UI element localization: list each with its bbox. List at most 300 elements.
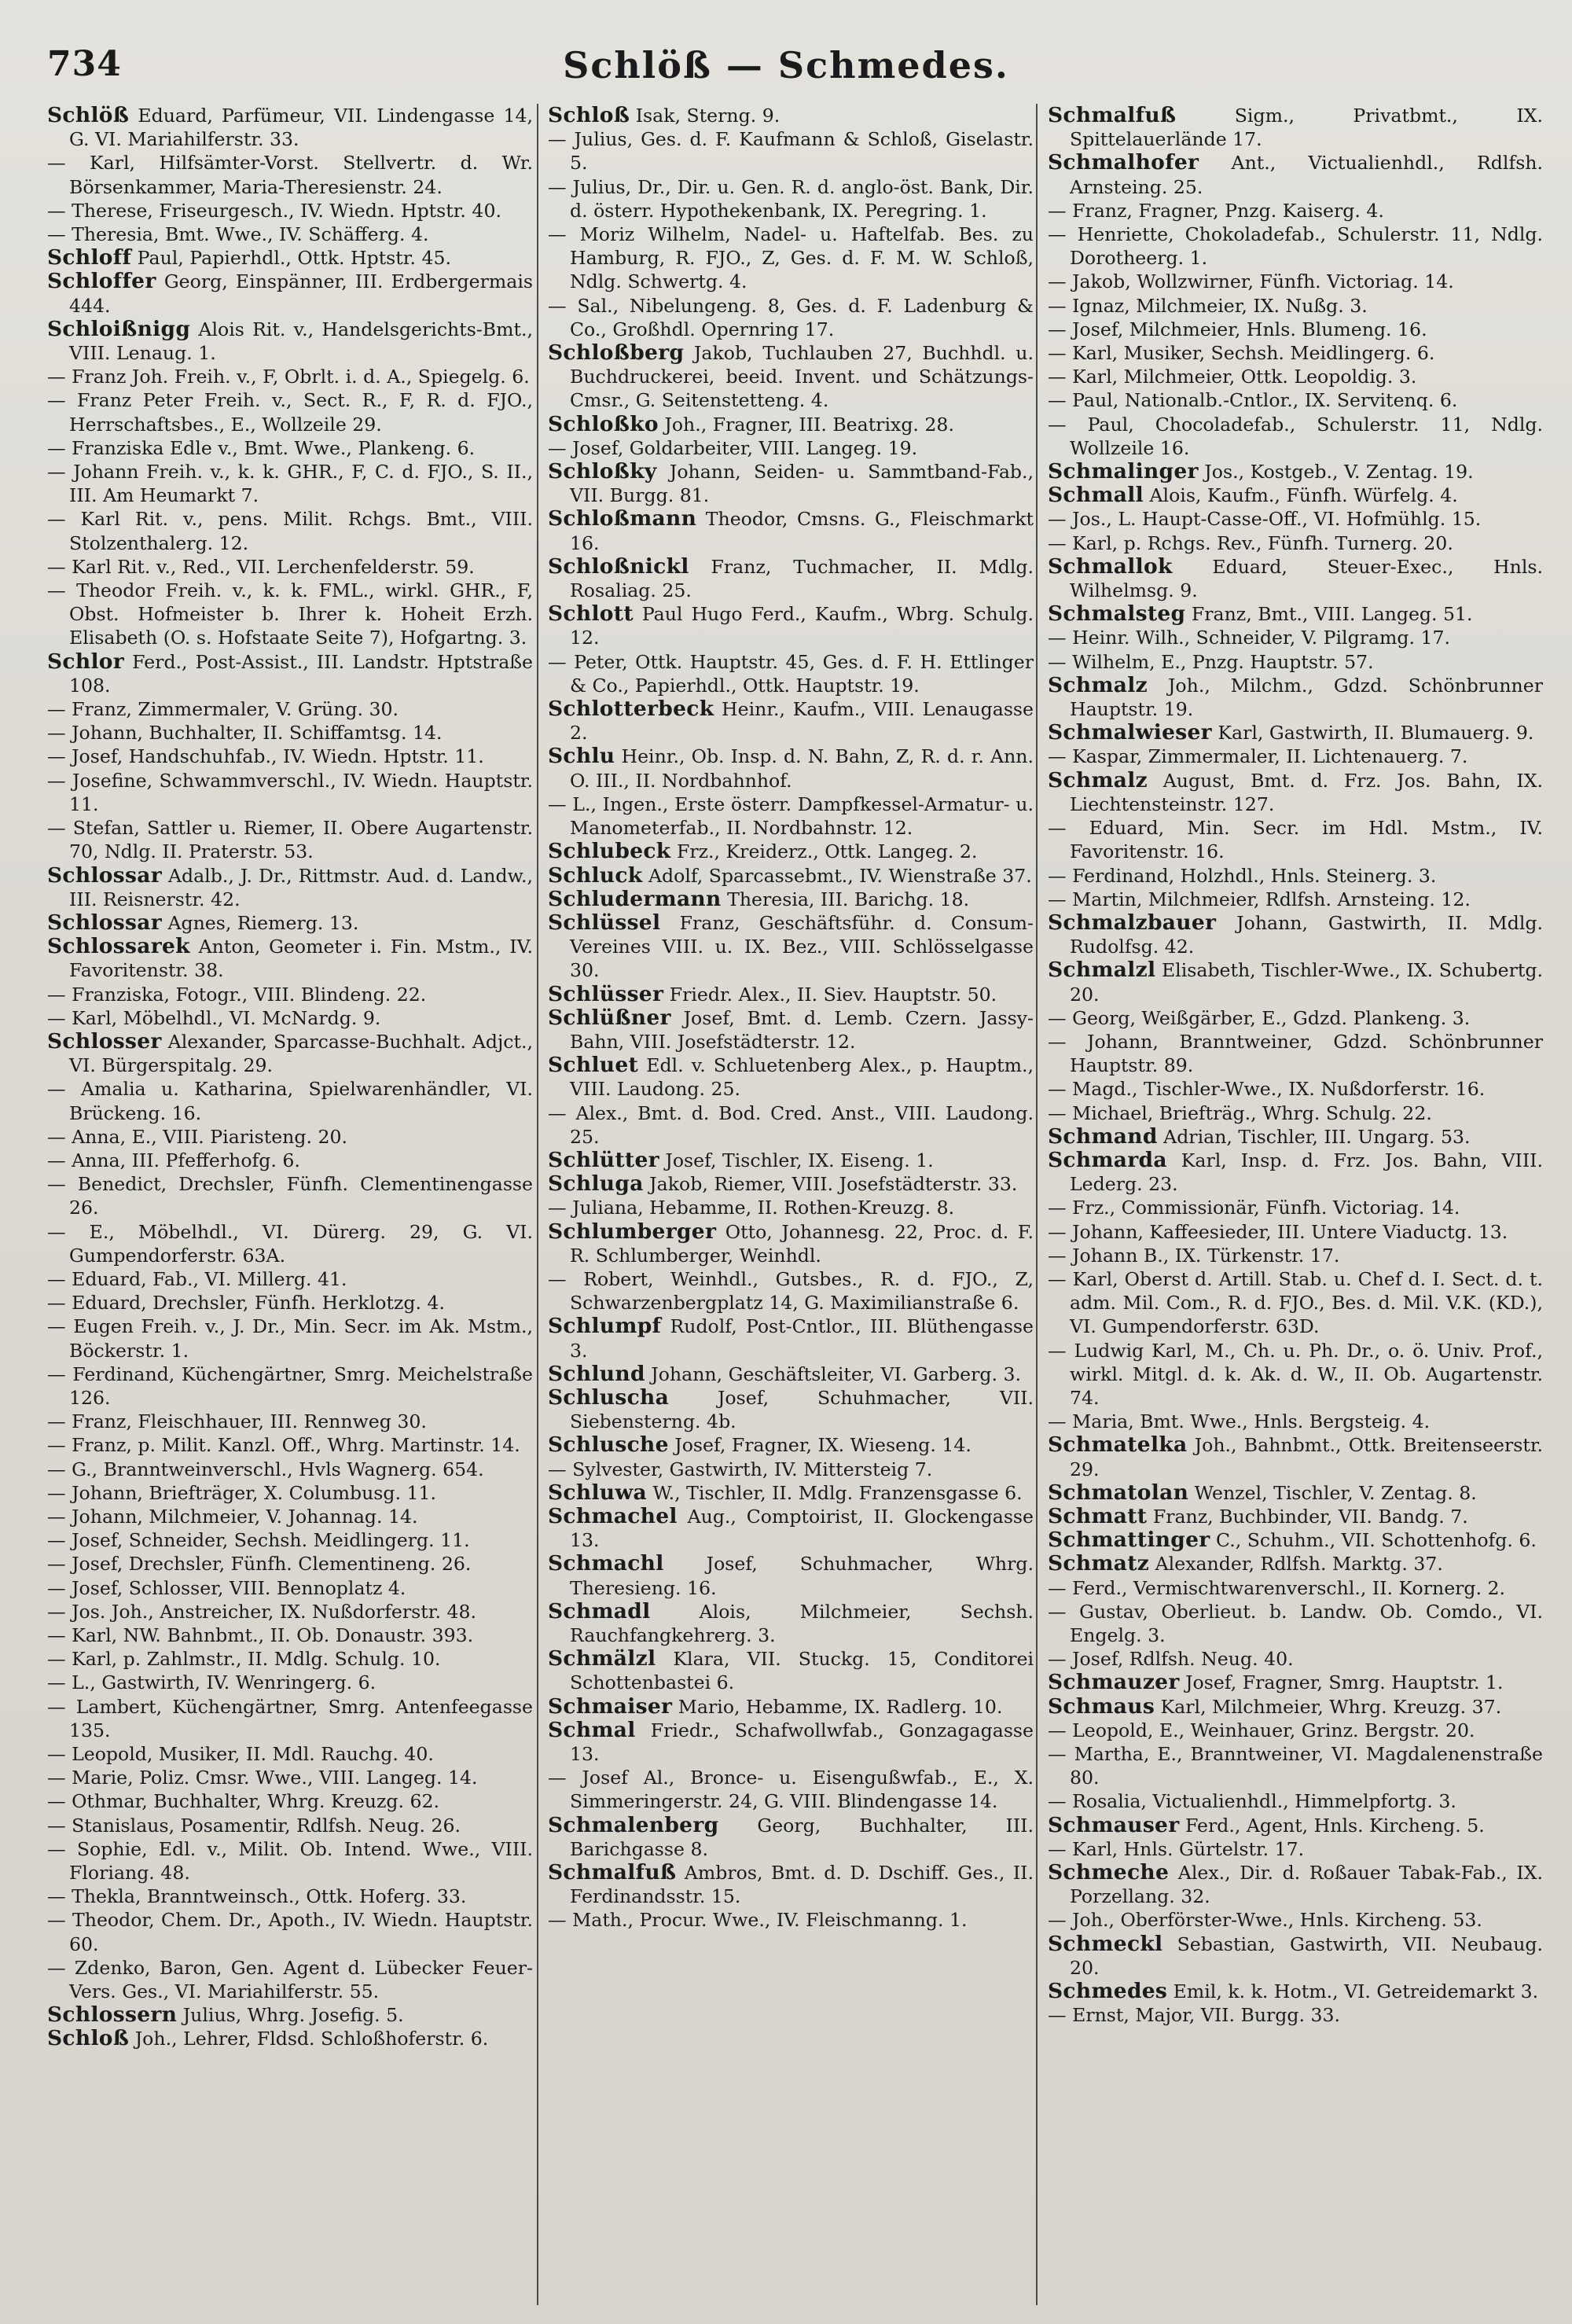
- entry-details: Adalb., J. Dr., Rittmstr. Aud. d. Landw., III. Reisnerstr. 42.: [69, 864, 533, 910]
- directory-subentry: [47, 1789, 533, 1813]
- entry-surname: Schluwa: [548, 1480, 647, 1505]
- entry-details: — Rosalia, Victualienhdl., Himmelpfortg. 3.: [1048, 1790, 1456, 1813]
- entry-surname: Schlusche: [548, 1432, 669, 1458]
- entry-surname: Schmachl: [548, 1551, 664, 1576]
- entry-surname: Schlossar: [47, 910, 162, 935]
- entry-surname: Schloißnigg: [47, 316, 191, 341]
- entry-surname: Schmaus: [1048, 1693, 1155, 1719]
- entry-details: — Johann, Milchmeier, V. Johannag. 14.: [47, 1505, 418, 1528]
- directory-entry: [548, 1149, 1034, 1172]
- directory-subentry: [1048, 1196, 1543, 1219]
- entry-surname: Schmeckl: [1048, 1931, 1163, 1956]
- entry-details: — Franz, p. Milit. Kanzl. Off., Whrg. Martinstr. 14.: [47, 1434, 520, 1457]
- directory-entry: [1048, 1980, 1543, 2003]
- entry-surname: Schmall: [1048, 483, 1144, 508]
- directory-entry: [1048, 769, 1543, 816]
- entry-details: Paul Hugo Ferd., Kaufm., Wbrg. Schulg. 12.: [570, 603, 1034, 649]
- directory-subentry: [47, 1410, 533, 1433]
- entry-details: — Jos., L. Haupt-Casse-Off., VI. Hofmühlg. 15.: [1048, 508, 1482, 531]
- directory-entry: [548, 864, 1034, 888]
- directory-subentry: [1048, 626, 1543, 649]
- directory-entry: [548, 602, 1034, 649]
- entry-details: Georg, Einspänner, III. Erdbergermais 444.: [69, 270, 533, 317]
- entry-surname: Schlossarek: [47, 934, 190, 959]
- entry-surname: Schmachel: [548, 1503, 678, 1528]
- directory-subentry: [548, 222, 1034, 294]
- directory-subentry: [47, 721, 533, 745]
- entry-details: — Johann, Buchhalter, II. Schiffamtsg. 14.: [47, 722, 443, 745]
- directory-subentry: [47, 1576, 533, 1600]
- entry-details: Paul, Papierhdl., Ottk. Hptstr. 45.: [131, 247, 451, 270]
- directory-entry: [1048, 958, 1543, 1006]
- entry-details: — Karl, Milchmeier, Ottk. Leopoldig. 3.: [1048, 366, 1417, 388]
- entry-details: Sebastian, Gastwirth, VII. Neubaug. 20.: [1070, 1932, 1543, 1979]
- directory-entry: [1048, 1125, 1543, 1149]
- entry-details: Georg, Buchhalter, III. Barichgasse 8.: [570, 1814, 1034, 1860]
- entry-details: Ant., Victualienhdl., Rdlfsh. Arnsteing. 25.: [1070, 152, 1543, 198]
- entry-details: — Johann, Branntweiner, Gdzd. Schönbrunner Hauptstr. 89.: [1048, 1030, 1543, 1077]
- entry-details: — Paul, Chocoladefab., Schulerstr. 11, Ndlg. Wollzeile 16.: [1048, 413, 1543, 459]
- entry-details: — Johann, Kaffeesieder, III. Untere Viaductg. 13.: [1048, 1220, 1508, 1243]
- column-3: [1048, 104, 1543, 2027]
- entry-details: — Karl, Möbelhdl., VI. McNardg. 9.: [47, 1006, 381, 1029]
- entry-details: — Martha, E., Branntweiner, VI. Magdalenenstraße 80.: [1048, 1743, 1543, 1789]
- entry-details: — Juliana, Hebamme, II. Rothen-Kreuzg. 8.: [548, 1197, 955, 1219]
- entry-surname: Schluet: [548, 1053, 639, 1078]
- entry-details: Theresia, III. Barichg. 18.: [721, 888, 970, 910]
- entry-surname: Schmalhofer: [1048, 150, 1199, 175]
- directory-subentry: [47, 460, 533, 507]
- directory-entry: [1048, 1695, 1543, 1719]
- directory-entry: [47, 318, 533, 365]
- entry-details: — Johann B., IX. Türkenstr. 17.: [1048, 1244, 1340, 1267]
- entry-details: Josef, Schuhmacher, Whrg. Theresieng. 16.: [570, 1553, 1034, 1599]
- directory-entry: [548, 104, 1034, 127]
- entry-details: Alex., Dir. d. Roßauer Tabak-Fab., IX. Porzellang. 32.: [1070, 1862, 1543, 1908]
- column-rule: [537, 104, 538, 2305]
- entry-details: — Theodor Freih. v., k. k. FML., wirkl. GHR., F, Obst. Hofmeister b. Ihrer k. Hoheit Erzh. Elisabeth (O. s. Hofstaate Seite 7), Hofgartng. 3.: [47, 579, 533, 649]
- directory-entry: [1048, 1481, 1543, 1505]
- directory-subentry: [47, 1505, 533, 1528]
- entry-details: — Eduard, Drechsler, Fünfh. Herklotzg. 4.: [47, 1292, 446, 1315]
- entry-details: August, Bmt. d. Frz. Jos. Bahn, IX. Liechtensteinstr. 127.: [1070, 769, 1543, 815]
- directory-subentry: [47, 436, 533, 460]
- entry-surname: Schloß: [47, 2026, 130, 2051]
- entry-details: — Gustav, Oberlieut. b. Landw. Ob. Comdo., VI. Engelg. 3.: [1048, 1600, 1543, 1646]
- directory-subentry: [47, 697, 533, 721]
- entry-surname: Schlubeck: [548, 839, 671, 864]
- directory-subentry: [1048, 1410, 1543, 1433]
- entry-details: Wenzel, Tischler, V. Zentag. 8.: [1188, 1481, 1477, 1504]
- entry-details: — E., Möbelhdl., VI. Dürerg. 29, G. VI. Gumpendorferstr. 63A.: [47, 1220, 533, 1267]
- directory-subentry: [1048, 1101, 1543, 1125]
- directory-subentry: [1048, 388, 1543, 412]
- entry-details: Karl, Gastwirth, II. Blumauerg. 9.: [1211, 722, 1534, 745]
- directory-subentry: [1048, 199, 1543, 222]
- directory-subentry: [47, 1315, 533, 1362]
- entry-details: — Franziska, Fotogr., VIII. Blindeng. 22.: [47, 983, 427, 1006]
- entry-surname: Schmalfuß: [1048, 103, 1177, 127]
- entry-surname: Schlott: [548, 601, 634, 627]
- directory-subentry: [1048, 1267, 1543, 1339]
- directory-subentry: [1048, 650, 1543, 674]
- directory-entry: [47, 1030, 533, 1077]
- entry-details: Anton, Geometer i. Fin. Mstm., IV. Favoritenstr. 38.: [69, 936, 533, 982]
- directory-entry: [1048, 721, 1543, 745]
- entry-surname: Schmälzl: [548, 1646, 656, 1671]
- entry-details: Heinr., Ob. Insp. d. N. Bahn, Z, R. d. r. Ann. O. III., II. Nordbahnhof.: [570, 745, 1034, 792]
- entry-surname: Schlumberger: [548, 1219, 717, 1244]
- directory-subentry: [548, 1101, 1034, 1149]
- entry-details: — Leopold, E., Weinhauer, Grinz. Bergstr. 20.: [1048, 1719, 1475, 1741]
- entry-surname: Schmatolan: [1048, 1480, 1189, 1505]
- entry-details: — Franz Joh. Freih. v., F, Obrlt. i. d. A., Spiegelg. 6.: [47, 366, 530, 388]
- entry-details: Ambros, Bmt. d. D. Dschiff. Ges., II. Ferdinandsstr. 15.: [570, 1862, 1034, 1908]
- entry-details: Friedr., Schafwollwfab., Gonzagagasse 13.: [570, 1719, 1034, 1766]
- directory-entry: [1048, 484, 1543, 507]
- entry-surname: Schmadl: [548, 1598, 651, 1623]
- entry-details: C., Schuhm., VII. Schottenhofg. 6.: [1210, 1529, 1537, 1552]
- directory-entry: [548, 983, 1034, 1006]
- entry-details: Karl, Milchmeier, Whrg. Kreuzg. 37.: [1155, 1695, 1502, 1718]
- entry-details: — Anna, E., VIII. Piaristeng. 20.: [47, 1125, 347, 1148]
- directory-entry: [47, 911, 533, 935]
- entry-details: Aug., Comptoirist, II. Glockengasse 13.: [570, 1505, 1034, 1552]
- entry-details: — Johann Freih. v., k. k. GHR., F, C. d. FJO., S. II., III. Am Heumarkt 7.: [47, 461, 533, 507]
- entry-details: — Josef, Drechsler, Fünfh. Clementineng. 26.: [47, 1553, 472, 1576]
- directory-subentry: [47, 1125, 533, 1149]
- entry-surname: Schlossern: [47, 2002, 178, 2028]
- entry-details: Franz, Geschäftsführ. d. Consum-Vereines VIII. u. IX. Bez., VIII. Schlösselgasse 30.: [570, 911, 1034, 982]
- directory-subentry: [1048, 1220, 1543, 1244]
- entry-details: — Josef, Handschuhfab., IV. Wiedn. Hptstr. 11.: [47, 745, 484, 768]
- directory-entry: [1048, 1528, 1543, 1552]
- entry-details: Eduard, Parfümeur, VII. Lindengasse 14, G. VI. Mariahilferstr. 33.: [69, 105, 533, 151]
- entry-details: Josef, Fragner, Smrg. Hauptstr. 1.: [1179, 1671, 1504, 1694]
- entry-details: — Marie, Poliz. Cmsr. Wwe., VIII. Langeg. 14.: [47, 1767, 478, 1789]
- entry-details: — Paul, Nationalb.-Cntlor., IX. Servitenq. 6.: [1048, 389, 1458, 412]
- directory-subentry: [47, 1695, 533, 1742]
- entry-details: — Karl, Hilfsämter-Vorst. Stellvertr. d. Wr. Börsenkammer, Maria-Theresienstr. 24.: [47, 152, 533, 198]
- page-number: 734: [47, 44, 122, 84]
- entry-details: — Peter, Ottk. Hauptstr. 45, Ges. d. F. H. Ettlinger & Co., Papierhdl., Ottk. Hauptstr. 19.: [548, 650, 1034, 697]
- entry-details: — Julius, Ges. d. F. Kaufmann & Schloß, Giselastr. 5.: [548, 128, 1034, 175]
- entry-surname: Schmatelka: [1048, 1432, 1188, 1458]
- entry-details: — Michael, Briefträg., Whrg. Schulg. 22.: [1048, 1101, 1432, 1124]
- directory-subentry: [47, 1885, 533, 1908]
- entry-details: Franz, Tuchmacher, II. Mdlg. Rosaliag. 25.: [570, 555, 1034, 602]
- directory-subentry: [47, 1647, 533, 1671]
- entry-details: — Josef, Schlosser, VIII. Bennoplatz 4.: [47, 1576, 406, 1599]
- entry-details: — Josefine, Schwammverschl., IV. Wiedn. Hauptstr. 11.: [47, 769, 533, 815]
- entry-details: Jakob, Riemer, VIII. Josefstädterstr. 33.: [643, 1173, 1018, 1196]
- directory-subentry: [1048, 1077, 1543, 1101]
- directory-entry: [548, 1006, 1034, 1054]
- directory-entry: [548, 460, 1034, 507]
- entry-details: Josef, Fragner, IX. Wieseng. 14.: [668, 1434, 971, 1457]
- entry-details: — Karl Rit. v., pens. Milit. Rchgs. Bmt., VIII. Stolzenthalerg. 12.: [47, 508, 533, 554]
- entry-details: — L., Ingen., Erste österr. Dampfkessel-Armatur- u. Manometerfab., II. Nordbahnstr. 12.: [548, 792, 1034, 840]
- directory-subentry: [548, 175, 1034, 222]
- entry-details: — G., Branntweinverschl., Hvls Wagnerg. 654.: [47, 1458, 484, 1480]
- directory-entry: [548, 1362, 1034, 1386]
- directory-entry: [548, 1433, 1034, 1457]
- directory-entry: [548, 341, 1034, 413]
- entry-details: Joh., Lehrer, Fldsd. Schloßhoferstr. 6.: [129, 2028, 489, 2050]
- entry-surname: Schloßberg: [548, 340, 685, 366]
- entry-details: Franz, Bmt., VIII. Langeg. 51.: [1185, 603, 1473, 626]
- directory-entry: [47, 935, 533, 982]
- directory-entry: [548, 1695, 1034, 1719]
- directory-entry: [548, 1054, 1034, 1101]
- entry-details: — Alex., Bmt. d. Bod. Cred. Anst., VIII. Laudong. 25.: [548, 1101, 1034, 1148]
- entry-details: — Ferd., Vermischtwarenverschl., II. Kornerg. 2.: [1048, 1576, 1506, 1599]
- directory-subentry: [1048, 1244, 1543, 1267]
- entry-details: — Zdenko, Baron, Gen. Agent d. Lübecker Feuer-Vers. Ges., VI. Mariahilferstr. 55.: [47, 1956, 533, 2003]
- entry-details: W., Tischler, II. Mdlg. Franzensgasse 6.: [646, 1481, 1023, 1504]
- entry-surname: Schluscha: [548, 1384, 670, 1410]
- entry-surname: Schlöß: [47, 103, 130, 127]
- directory-subentry: [1048, 1742, 1543, 1789]
- directory-subentry: [47, 507, 533, 554]
- entry-details: Julius, Whrg. Josefig. 5.: [177, 2004, 404, 2027]
- entry-surname: Schmalzl: [1048, 958, 1156, 983]
- directory-entry: [548, 745, 1034, 792]
- entry-details: — Franz Peter Freih. v., Sect. R., F, R. d. FJO., Herrschaftsbes., E., Wollzeile 29.: [47, 389, 533, 436]
- entry-details: Eduard, Steuer-Exec., Hnls. Wilhelmsg. 9.: [1070, 555, 1543, 602]
- running-head: Schlöß — Schmedes.: [563, 44, 1009, 86]
- entry-details: — Joh., Oberförster-Wwe., Hnls. Kircheng. 53.: [1048, 1909, 1482, 1932]
- entry-details: — Othmar, Buchhalter, Whrg. Kreuzg. 62.: [47, 1790, 440, 1813]
- column-2: [548, 104, 1034, 1932]
- directory-entry: [1048, 602, 1543, 626]
- entry-details: Adrian, Tischler, III. Ungarg. 53.: [1157, 1125, 1471, 1148]
- entry-details: — Josef, Rdlfsh. Neug. 40.: [1048, 1648, 1294, 1671]
- entry-surname: Schmallok: [1048, 553, 1173, 579]
- entry-details: — Josef Al., Bronce- u. Eisengußwfab., E., X. Simmeringerstr. 24, G. VIII. Blindengasse 14.: [548, 1767, 1034, 1813]
- entry-details: — Wilhelm, E., Pnzg. Hauptstr. 57.: [1048, 650, 1374, 673]
- directory-subentry: [1048, 864, 1543, 888]
- directory-entry: [548, 507, 1034, 554]
- directory-subentry: [1048, 270, 1543, 293]
- directory-entry: [548, 1172, 1034, 1196]
- entry-details: Friedr. Alex., II. Siev. Hauptstr. 50.: [663, 983, 997, 1006]
- directory-entry: [548, 1814, 1034, 1861]
- entry-details: — Julius, Dr., Dir. u. Gen. R. d. anglo-öst. Bank, Dir. d. österr. Hypothekenbank, IX. Peregring. 1.: [548, 175, 1034, 222]
- entry-surname: Schmauzer: [1048, 1670, 1180, 1695]
- column-rule: [1036, 104, 1038, 2305]
- entry-surname: Schlund: [548, 1361, 645, 1386]
- directory-subentry: [47, 1552, 533, 1576]
- directory-subentry: [1048, 1789, 1543, 1813]
- entry-details: Josef, Schuhmacher, VII. Siebensterng. 4b.: [570, 1386, 1034, 1433]
- directory-subentry: [1048, 1576, 1543, 1600]
- directory-subentry: [47, 1956, 533, 2003]
- directory-subentry: [1048, 745, 1543, 768]
- directory-subentry: [47, 222, 533, 246]
- entry-details: Josef, Bmt. d. Lemb. Czern. Jassy-Bahn, VIII. Josefstädterstr. 12.: [570, 1006, 1034, 1053]
- directory-subentry: [47, 365, 533, 388]
- directory-subentry: [1048, 1030, 1543, 1077]
- entry-surname: Schlüßner: [548, 1005, 671, 1030]
- directory-entry: [47, 864, 533, 911]
- directory-subentry: [1048, 318, 1543, 341]
- entry-details: — Franziska Edle v., Bmt. Wwe., Plankeng. 6.: [47, 436, 476, 459]
- directory-subentry: [47, 388, 533, 436]
- entry-details: Johann, Seiden- u. Sammtband-Fab., VII. Burgg. 81.: [570, 461, 1034, 507]
- entry-details: — Ferdinand, Holzhdl., Hnls. Steinerg. 3.: [1048, 864, 1437, 887]
- directory-subentry: [1048, 507, 1543, 531]
- entry-surname: Schloßky: [548, 459, 657, 484]
- directory-subentry: [1048, 341, 1543, 365]
- directory-subentry: [47, 1908, 533, 1955]
- entry-details: Alois, Milchmeier, Sechsh. Rauchfangkehrerg. 3.: [570, 1600, 1034, 1646]
- entry-details: Frz., Kreiderz., Ottk. Langeg. 2.: [670, 840, 978, 863]
- entry-details: — Karl, p. Rchgs. Rev., Fünfh. Turnerg. 20.: [1048, 531, 1453, 554]
- entry-details: Joh., Milchm., Gdzd. Schönbrunner Hauptstr. 19.: [1070, 674, 1543, 721]
- entry-details: Elisabeth, Tischler-Wwe., IX. Schubertg. 20.: [1070, 959, 1543, 1006]
- entry-details: — Lambert, Küchengärtner, Smrg. Antenfeegasse 135.: [47, 1695, 533, 1741]
- directory-subentry: [548, 1766, 1034, 1813]
- directory-entry: [1048, 1861, 1543, 1908]
- directory-subentry: [47, 1458, 533, 1481]
- entry-surname: Schmalsteg: [1048, 601, 1186, 627]
- entry-details: — Jakob, Wollzwirner, Fünfh. Victoriag. 14.: [1048, 270, 1454, 293]
- directory-subentry: [1048, 531, 1543, 555]
- directory-entry: [1048, 1433, 1543, 1480]
- directory-entry: [548, 911, 1034, 983]
- directory-entry: [1048, 1505, 1543, 1528]
- entry-details: — Georg, Weißgärber, E., Gdzd. Plankeng. 3.: [1048, 1006, 1471, 1029]
- entry-details: — Karl, Hnls. Gürtelstr. 17.: [1048, 1837, 1305, 1860]
- directory-subentry: [1048, 413, 1543, 460]
- directory-subentry: [47, 1528, 533, 1552]
- entry-details: Johann, Gastwirth, II. Mdlg. Rudolfsg. 42.: [1070, 911, 1543, 958]
- directory-subentry: [1048, 1006, 1543, 1030]
- entry-details: — Karl Rit. v., Red., VII. Lerchenfelderstr. 59.: [47, 555, 475, 578]
- entry-details: — Karl, p. Zahlmstr., II. Mdlg. Schulg. 10.: [47, 1648, 441, 1671]
- directory-subentry: [47, 1077, 533, 1124]
- directory-subentry: [1048, 365, 1543, 388]
- entry-details: Edl. v. Schluetenberg Alex., p. Hauptm., VIII. Laudong. 25.: [570, 1054, 1034, 1101]
- directory-subentry: [47, 1600, 533, 1623]
- directory-entry: [1048, 911, 1543, 958]
- entry-details: Jos., Kostgeb., V. Zentag. 19.: [1198, 461, 1474, 484]
- entry-details: — Math., Procur. Wwe., IV. Fleischmanng. 1.: [548, 1909, 968, 1932]
- entry-details: — Franz, Fragner, Pnzg. Kaiserg. 4.: [1048, 199, 1384, 222]
- entry-surname: Schmeche: [1048, 1860, 1170, 1885]
- entry-details: — Stefan, Sattler u. Riemer, II. Obere Augartenstr. 70, Ndlg. II. Praterstr. 53.: [47, 817, 533, 863]
- directory-subentry: [47, 1742, 533, 1766]
- entry-details: — Josef, Schneider, Sechsh. Meidlingerg. 11.: [47, 1529, 470, 1552]
- directory-entry: [548, 1647, 1034, 1694]
- entry-details: Alois Rit. v., Handelsgerichts-Bmt., VIII. Lenaug. 1.: [69, 318, 533, 365]
- directory-subentry: [47, 151, 533, 198]
- entry-details: — Karl, Musiker, Sechsh. Meidlingerg. 6.: [1048, 342, 1435, 365]
- entry-surname: Schmaiser: [548, 1693, 673, 1719]
- directory-entry: [548, 413, 1034, 436]
- directory-subentry: [47, 983, 533, 1006]
- directory-subentry: [47, 555, 533, 579]
- entry-surname: Schmatz: [1048, 1551, 1150, 1576]
- directory-entry: [548, 1315, 1034, 1362]
- directory-entry: [548, 1719, 1034, 1766]
- directory-entry: [548, 1861, 1034, 1908]
- directory-entry: [1048, 1671, 1543, 1694]
- directory-subentry: [47, 1172, 533, 1219]
- directory-subentry: [47, 199, 533, 222]
- entry-details: Isak, Sterng. 9.: [630, 105, 780, 127]
- directory-subentry: [1048, 1837, 1543, 1861]
- entry-surname: Schloffer: [47, 269, 156, 294]
- entry-details: Alois, Kaufm., Fünfh. Würfelg. 4.: [1143, 484, 1458, 507]
- entry-surname: Schmal: [548, 1717, 636, 1742]
- entry-surname: Schlossar: [47, 862, 162, 888]
- entry-surname: Schluga: [548, 1171, 644, 1197]
- directory-subentry: [47, 1006, 533, 1030]
- directory-entry: [548, 1600, 1034, 1647]
- directory-subentry: [548, 1267, 1034, 1315]
- directory-subentry: [548, 1196, 1034, 1219]
- entry-details: — Sylvester, Gastwirth, IV. Mittersteig 7.: [548, 1458, 933, 1480]
- entry-details: — L., Gastwirth, IV. Wenringerg. 6.: [47, 1671, 376, 1694]
- entry-details: — Maria, Bmt. Wwe., Hnls. Bergsteig. 4.: [1048, 1410, 1431, 1433]
- entry-surname: Schmalinger: [1048, 459, 1199, 484]
- directory-subentry: [1048, 888, 1543, 911]
- directory-subentry: [47, 1433, 533, 1457]
- directory-subentry: [548, 294, 1034, 341]
- directory-subentry: [548, 1458, 1034, 1481]
- directory-subentry: [47, 1149, 533, 1172]
- directory-entry: [47, 104, 533, 151]
- directory-subentry: [47, 1814, 533, 1837]
- directory-subentry: [548, 650, 1034, 697]
- entry-details: Otto, Johannesg. 22, Proc. d. F. R. Schlumberger, Weinhdl.: [570, 1220, 1034, 1267]
- directory-subentry: [1048, 2003, 1543, 2027]
- entry-details: Johann, Geschäftsleiter, VI. Garberg. 3.: [645, 1362, 1022, 1385]
- directory-subentry: [47, 1267, 533, 1291]
- directory-entry: [548, 1505, 1034, 1552]
- entry-details: — Theodor, Chem. Dr., Apoth., IV. Wiedn. Hauptstr. 60.: [47, 1909, 533, 1955]
- entry-details: — Josef, Milchmeier, Hnls. Blumeng. 16.: [1048, 318, 1427, 340]
- entry-details: — Moriz Wilhelm, Nadel- u. Haftelfab. Bes. zu Hamburg, R. FJO., Z, Ges. d. F. M. W. Schloß, Ndlg. Schwertg. 4.: [548, 223, 1034, 293]
- entry-details: Emil, k. k. Hotm., VI. Getreidemarkt 3.: [1167, 1980, 1539, 2003]
- entry-details: Agnes, Riemerg. 13.: [161, 911, 359, 934]
- entry-surname: Schmalfuß: [548, 1860, 677, 1885]
- directory-subentry: [47, 1837, 533, 1885]
- directory-subentry: [1048, 816, 1543, 863]
- directory-subentry: [548, 436, 1034, 460]
- entry-details: Alexander, Sparcasse-Buchhalt. Adjct., VI. Bürgerspitalg. 29.: [69, 1030, 533, 1077]
- entry-surname: Schloßmann: [548, 506, 697, 531]
- entry-details: — Heinr. Wilh., Schneider, V. Pilgramg. 17.: [1048, 627, 1451, 649]
- directory-subentry: [47, 816, 533, 863]
- directory-subentry: [47, 1671, 533, 1694]
- directory-subentry: [1048, 1647, 1543, 1671]
- entry-details: Rudolf, Post-Cntlor., III. Blüthengasse 3.: [570, 1315, 1034, 1362]
- directory-subentry: [47, 1220, 533, 1267]
- directory-subentry: [1048, 222, 1543, 270]
- entry-details: — Henriette, Chokoladefab., Schulerstr. 11, Ndlg. Dorotheerg. 1.: [1048, 223, 1543, 270]
- entry-details: Josef, Tischler, IX. Eiseng. 1.: [659, 1149, 934, 1171]
- directory-subentry: [47, 579, 533, 650]
- entry-details: — Franz, Fleischhauer, III. Rennweg 30.: [47, 1410, 427, 1433]
- entry-surname: Schluck: [548, 862, 643, 888]
- entry-surname: Schlor: [47, 649, 125, 674]
- entry-surname: Schmatt: [1048, 1503, 1148, 1528]
- directory-entry: [47, 270, 533, 317]
- directory-entry: [1048, 1932, 1543, 1980]
